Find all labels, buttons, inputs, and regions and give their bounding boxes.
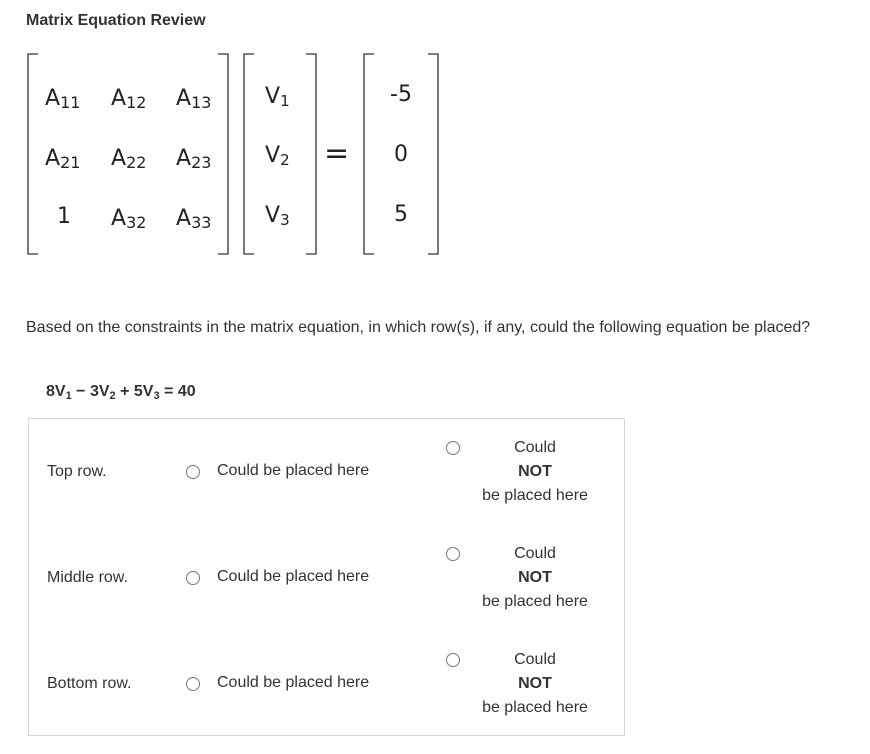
page-title: Matrix Equation Review xyxy=(26,12,206,29)
rhs-entry-2: 0 xyxy=(394,142,408,167)
target-equation: $8V_1 - 3V_2 + 5V_3 = 40$ xyxy=(46,383,196,402)
matrix-entry-a13: A13 xyxy=(176,86,212,112)
equals-sign: = xyxy=(324,136,350,171)
matrix-entry-a32: A32 xyxy=(111,206,147,232)
vector-entry-v3: V3 xyxy=(265,203,290,229)
left-bracket xyxy=(28,54,38,254)
radio-could-middle[interactable] xyxy=(186,571,200,585)
matrix-equation xyxy=(24,48,444,265)
matrix-entry-a31: 1 xyxy=(57,204,71,229)
not-label-bottom[interactable]: Could NOT be placed here xyxy=(482,651,588,716)
vector-entry-v2: V2 xyxy=(265,143,290,169)
rhs-entry-1: -5 xyxy=(390,82,412,107)
row-label-middle: Middle row. xyxy=(47,569,128,586)
vector-entry-v1: V1 xyxy=(265,84,290,110)
rhs-entry-3: 5 xyxy=(394,202,408,227)
question-text: Based on the constraints in the matrix equation, in which row(s), if any, could the following equation be placed? xyxy=(26,319,811,336)
right-bracket xyxy=(218,54,228,254)
answer-row-middle xyxy=(29,525,624,631)
could-label-middle[interactable]: Could be placed here xyxy=(217,568,370,585)
not-label-middle[interactable]: Could NOT be placed here xyxy=(482,545,588,610)
matrix-entry-a23: A23 xyxy=(176,146,212,172)
row-label-bottom: Bottom row. xyxy=(47,675,132,692)
could-label-bottom[interactable]: Could be placed here xyxy=(217,674,370,691)
answer-row-bottom xyxy=(29,631,624,737)
not-label-top[interactable]: Could NOT be placed here xyxy=(482,439,588,504)
matrix-entry-a22: A22 xyxy=(111,146,147,172)
matrix-entry-a12: A12 xyxy=(111,86,147,112)
radio-not-top[interactable] xyxy=(446,441,460,455)
radio-not-bottom[interactable] xyxy=(446,653,460,667)
matrix-entry-a33: A33 xyxy=(176,206,212,232)
radio-not-middle[interactable] xyxy=(446,547,460,561)
could-label-top[interactable]: Could be placed here xyxy=(217,462,370,479)
radio-could-bottom[interactable] xyxy=(186,677,200,691)
matrix-entry-a11: A11 xyxy=(45,86,81,112)
matrix-equation-figure xyxy=(24,48,444,260)
row-label-top: Top row. xyxy=(47,463,107,480)
answer-row-top xyxy=(29,419,624,525)
radio-could-top[interactable] xyxy=(186,465,200,479)
matrix-entry-a21: A21 xyxy=(45,146,81,172)
answer-table xyxy=(28,418,625,736)
